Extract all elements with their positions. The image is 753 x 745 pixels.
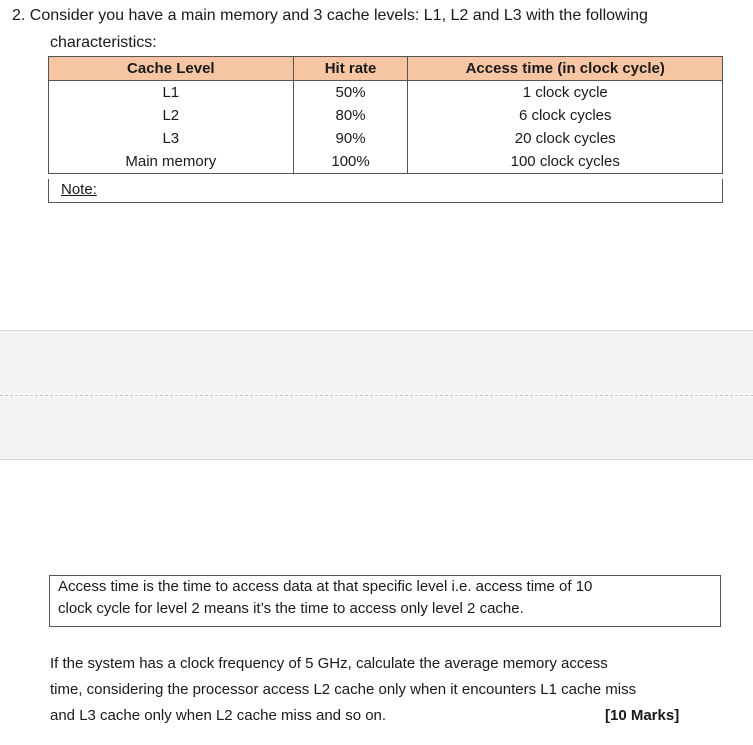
cell-hit-rate: 100%	[293, 150, 408, 174]
table-header-row	[49, 57, 723, 81]
cell-access-time: 1 clock cycle	[408, 81, 723, 105]
page-break-band-bottom	[0, 397, 753, 460]
cache-characteristics-table	[48, 56, 723, 174]
table-row	[49, 150, 723, 174]
question-line-1: 2. Consider you have a main memory and 3 cache levels: L1, L2 and L3 with the following	[12, 7, 648, 24]
note-label: Note:	[61, 181, 97, 198]
cell-hit-rate: 50%	[293, 81, 408, 105]
question-line-2: characteristics:	[50, 34, 157, 51]
table-row	[49, 104, 723, 127]
cell-level: L3	[49, 127, 294, 150]
task-line-2: time, considering the processor access L2 cache only when it encounters L1 cache miss	[50, 681, 637, 698]
definition-line-1: Access time is the time to access data at that specific level i.e. access time of 10	[58, 578, 593, 595]
note-row	[48, 179, 723, 203]
definition-line-2: clock cycle for level 2 means it’s the time to access only level 2 cache.	[58, 600, 524, 617]
cell-hit-rate: 90%	[293, 127, 408, 150]
table-row	[49, 81, 723, 105]
access-time-definition-box	[49, 575, 721, 627]
cell-access-time: 100 clock cycles	[408, 150, 723, 174]
header-cache-level: Cache Level	[49, 57, 294, 81]
task-line-1: If the system has a clock frequency of 5 GHz, calculate the average memory access	[50, 655, 608, 672]
cell-access-time: 6 clock cycles	[408, 104, 723, 127]
cell-hit-rate: 80%	[293, 104, 408, 127]
header-hit-rate: Hit rate	[293, 57, 408, 81]
cell-level: Main memory	[49, 150, 294, 174]
marks-label: [10 Marks]	[605, 707, 680, 724]
cell-level: L1	[49, 81, 294, 105]
task-line-3: and L3 cache only when L2 cache miss and so on.	[50, 707, 387, 724]
table-row	[49, 127, 723, 150]
page-break-band-top	[0, 330, 753, 394]
header-access-time: Access time (in clock cycle)	[408, 57, 723, 81]
cell-access-time: 20 clock cycles	[408, 127, 723, 150]
page-break-divider	[0, 395, 753, 396]
cell-level: L2	[49, 104, 294, 127]
